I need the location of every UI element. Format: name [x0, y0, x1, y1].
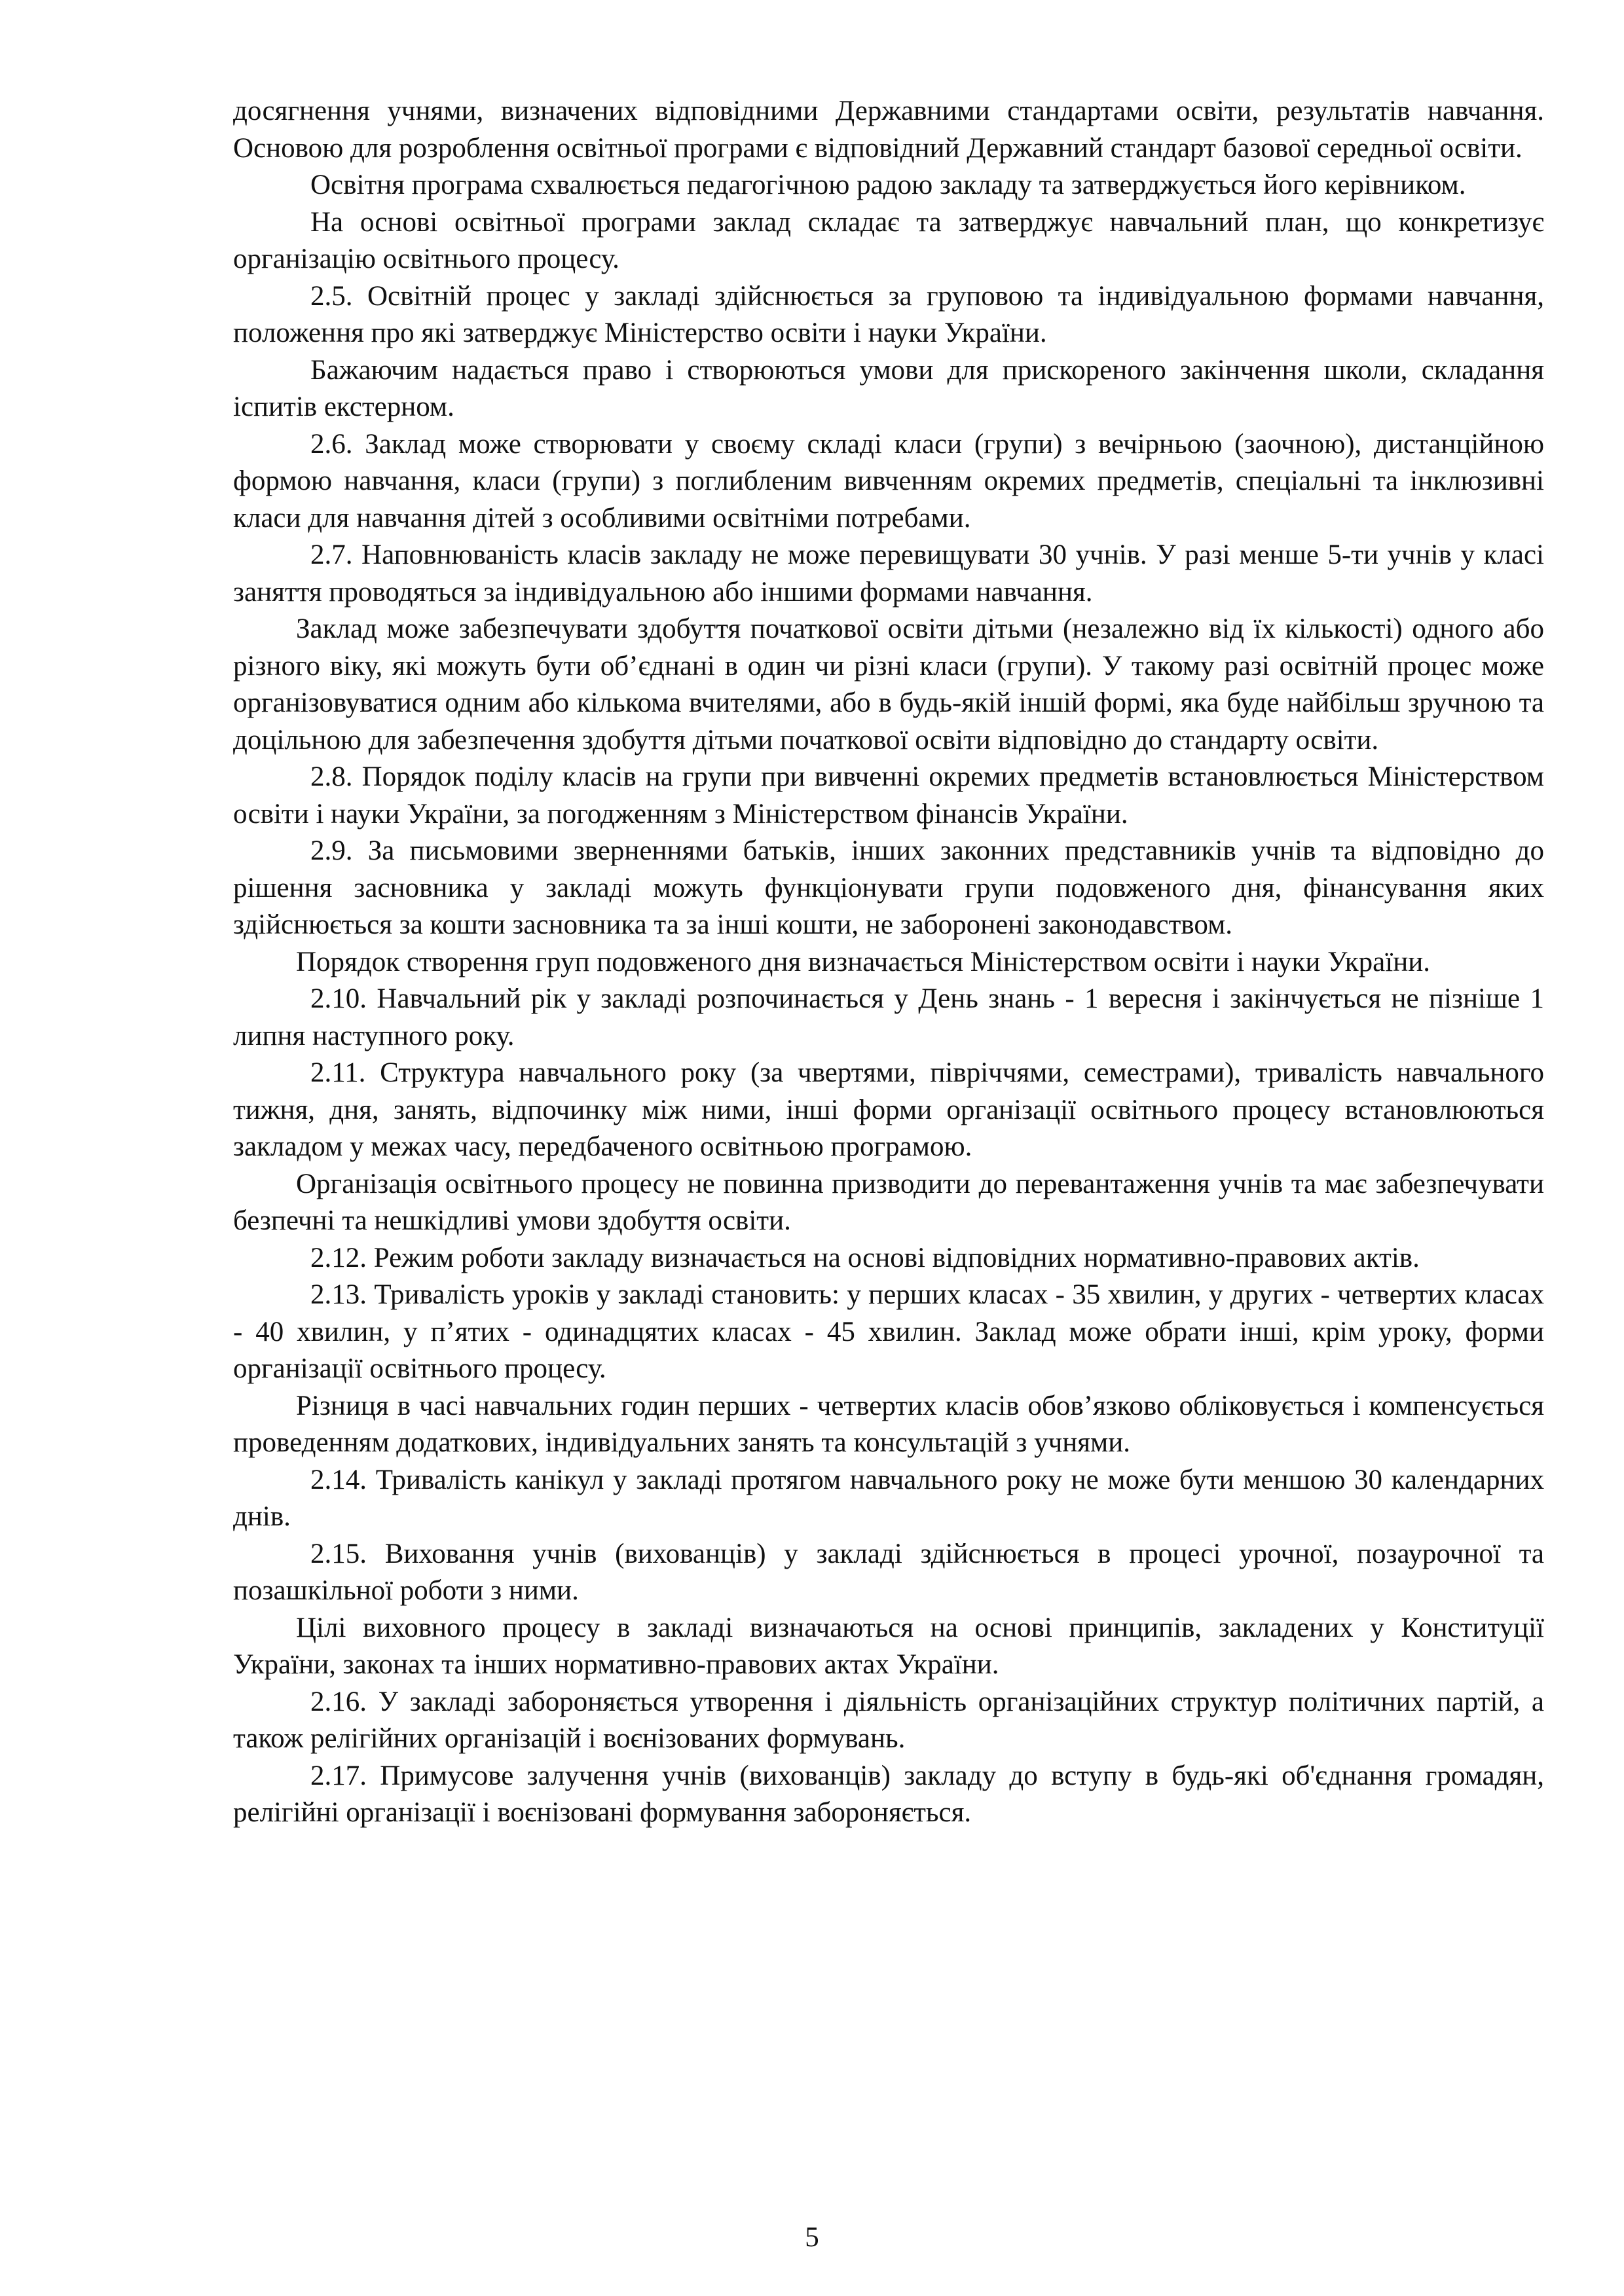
paragraph-2-5: 2.5. Освітній процес у закладі здійснюється за груповою та індивідуальною формами навчання, положення про які затверджує Міністерство освіти і науки України.: [233, 280, 1544, 348]
paragraph-2-8: 2.8. Порядок поділу класів на групи при вивченні окремих предметів встановлюється Міністерством освіти і науки України, за погодженням з Міністерством фінансів України.: [233, 761, 1544, 829]
page-number: 5: [805, 2222, 819, 2253]
paragraph-2-6: 2.6. Заклад може створювати у своєму складі класи (групи) з вечірньою (заочною), дистанційною формою навчання, класи (групи) з поглибленим вивченням окремих предметів, спеціальні та інклюзивні класи для навчання дітей з особливими освітніми потребами.: [233, 428, 1544, 534]
paragraph-2-17: 2.17. Примусове залучення учнів (вихованців) закладу до вступу в будь-які об'єднання громадян, релігійні організації і воєнізовані формування забороняється.: [233, 1760, 1544, 1828]
paragraph-hours-difference: Різниця в часі навчальних годин перших - четвертих класів обов’язково обліковується і компенсується проведенням додаткових, індивідуальних занять та консультацій з учнями.: [233, 1390, 1544, 1458]
paragraph-program-approval: Освітня програма схвалюється педагогічною радою закладу та затверджується його керівником.: [310, 170, 1466, 200]
paragraph-extended-day-groups: Порядок створення груп подовженого дня визначається Міністерством освіти і науки України.: [296, 946, 1430, 977]
paragraph-2-11: 2.11. Структура навчального року (за чвертями, півріччями, семестрами), тривалість навчального тижня, дня, занять, відпочинку між ними, інші форми організації освітнього процесу встановлюються закладом у межах часу, передбаченого освітньою програмою.: [233, 1057, 1544, 1162]
paragraph-curriculum: На основі освітньої програми заклад складає та затверджує навчальний план, що конкретизує організацію освітнього процесу.: [233, 206, 1544, 274]
paragraph-educational-goals: Цілі виховного процесу в закладі визначаються на основі принципів, закладених у Конституції України, законах та інших нормативно-правових актах України.: [233, 1612, 1544, 1680]
document-body: [233, 93, 1544, 1832]
paragraph-external-exams: Бажаючим надається право і створюються умови для прискореного закінчення школи, складання іспитів екстерном.: [233, 354, 1544, 422]
paragraph-2-7: 2.7. Наповнюваність класів закладу не може перевищувати 30 учнів. У разі менше 5-ти учнів у класі заняття проводяться за індивідуальною або іншими формами навчання.: [233, 539, 1544, 608]
paragraph-process-organization: Організація освітнього процесу не повинна призводити до перевантаження учнів та має забезпечувати безпечні та нешкідливі умови здобуття освіти.: [233, 1168, 1544, 1236]
paragraph-2-16: 2.16. У закладі забороняється утворення і діяльність організаційних структур політичних партій, а також релігійних організацій і воєнізованих формувань.: [233, 1686, 1544, 1754]
paragraph-intro-continued: досягнення учнями, визначених відповідними Державними стандартами освіти, результатів навчання. Основою для розроблення освітньої програми є відповідний Державний стандарт базової середньої освіти.: [233, 96, 1544, 164]
paragraph-2-12: 2.12. Режим роботи закладу визначається на основі відповідних нормативно-правових актів.: [310, 1242, 1420, 1273]
paragraph-2-14: 2.14. Тривалість канікул у закладі протягом навчального року не може бути меншою 30 календарних днів.: [233, 1464, 1544, 1532]
paragraph-2-9: 2.9. За письмовими зверненнями батьків, інших законних представників учнів та відповідно до рішення засновника у закладі можуть функціонувати групи подовженого дня, фінансування яких здійснюється за кошти засновника та за інші кошти, не заборонені законодавством.: [233, 835, 1544, 940]
paragraph-primary-education: Заклад може забезпечувати здобуття початкової освіти дітьми (незалежно від їх кількості) одного або різного віку, які можуть бути об’єднані в один чи різні класи (групи). У такому разі освітній процес може організовуватися одним або кількома вчителями, або в будь-якій іншій формі, яка буде найбільш зручною та доцільною для забезпечення здобуття дітьми початкової освіти відповідно до стандарту освіти.: [233, 613, 1544, 756]
paragraph-2-13: 2.13. Тривалість уроків у закладі становить: у перших класах - 35 хвилин, у других - четвертих класах - 40 хвилин, у п’ятих - одинадцятих класах - 45 хвилин. Заклад може обрати інші, крім уроку, форми організації освітнього процесу.: [233, 1279, 1544, 1384]
paragraph-2-10: 2.10. Навчальний рік у закладі розпочинається у День знань - 1 вересня і закінчується не пізніше 1 липня наступного року.: [233, 983, 1544, 1051]
paragraph-2-15: 2.15. Виховання учнів (вихованців) у закладі здійснюється в процесі урочної, позаурочної та позашкільної роботи з ними.: [233, 1538, 1544, 1606]
